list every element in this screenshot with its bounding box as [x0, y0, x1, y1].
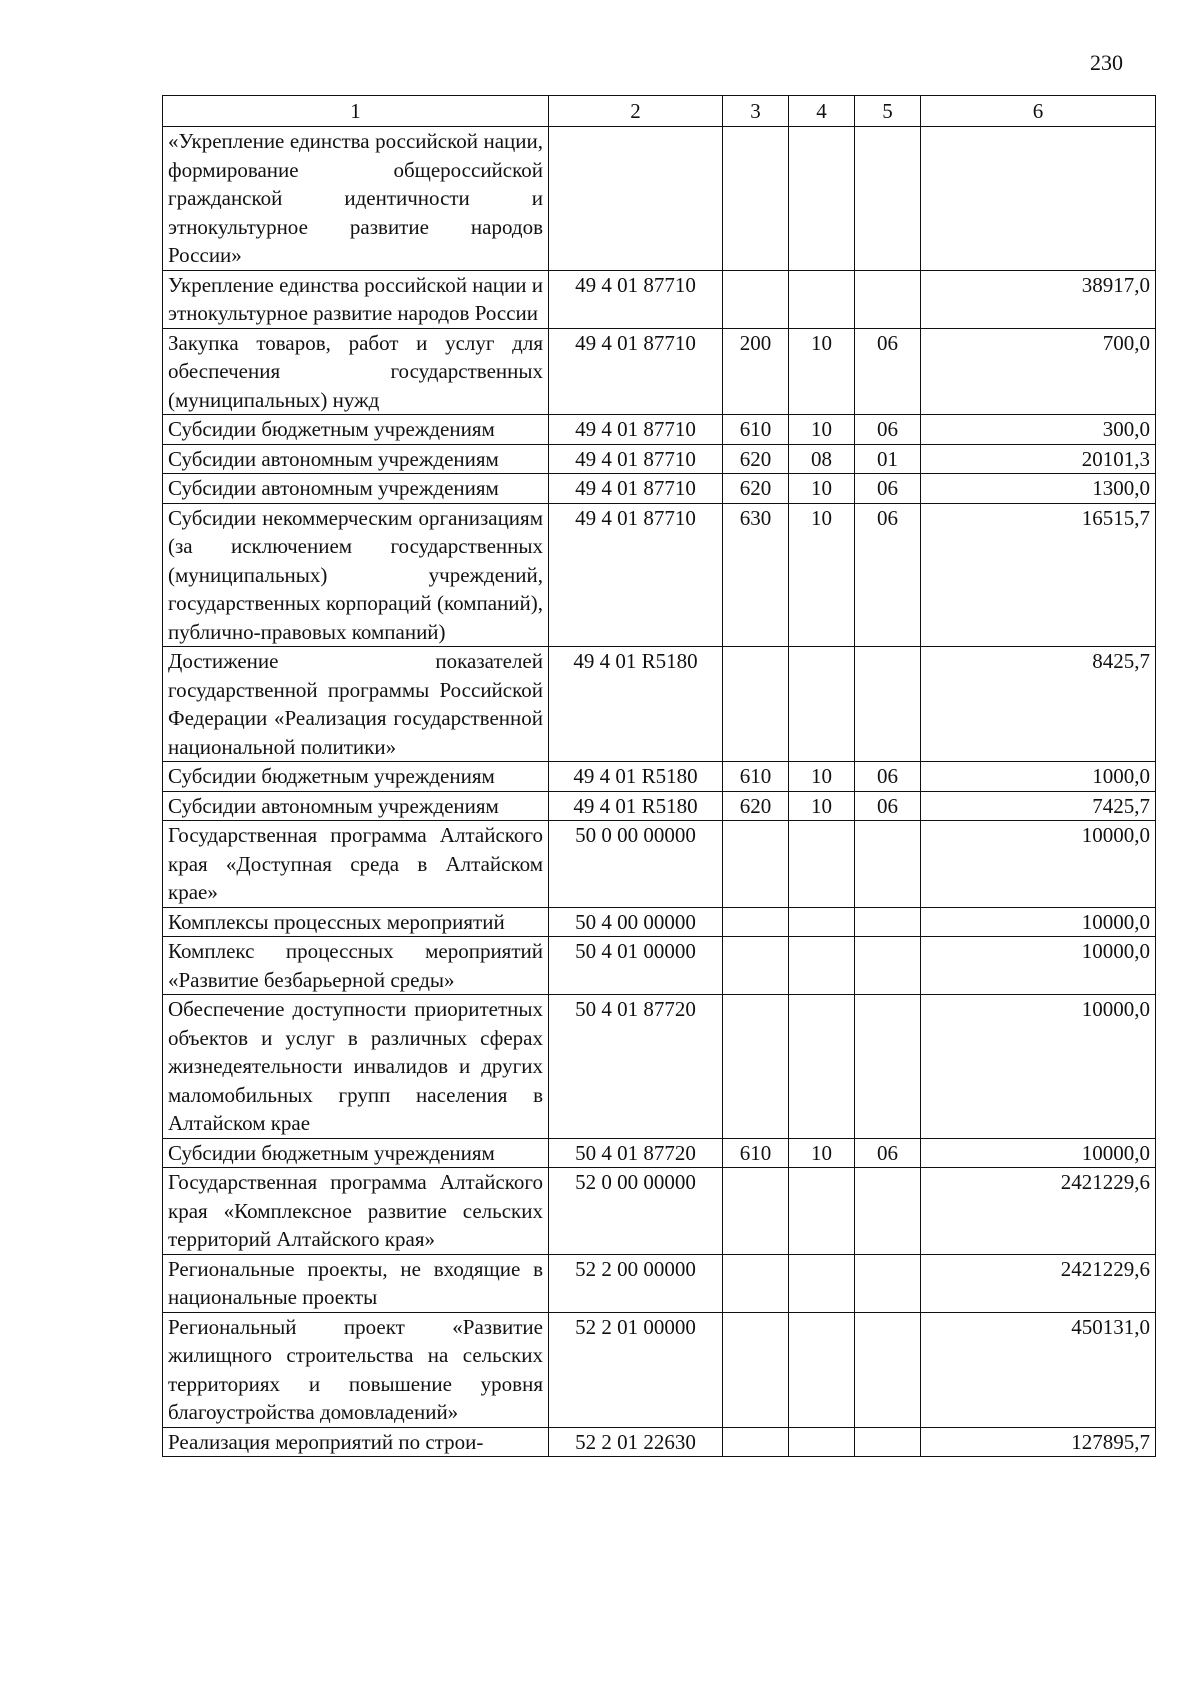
expense-type-cell [723, 995, 789, 1139]
amount-cell: 10000,0 [921, 937, 1156, 995]
amount-cell: 7425,7 [921, 791, 1156, 821]
table-row [163, 762, 1156, 792]
row-name-cell: Достижение показателей государственной программы Российской Федерации «Реализация государственной национальной политики» [163, 647, 549, 762]
column-header: 2 [549, 96, 723, 127]
amount-cell: 10000,0 [921, 1138, 1156, 1168]
expense-type-cell: 620 [723, 444, 789, 474]
amount-cell: 1300,0 [921, 474, 1156, 504]
table-header-row [163, 96, 1156, 127]
expense-type-cell [723, 127, 789, 271]
amount-cell: 10000,0 [921, 995, 1156, 1139]
subsection-cell: 06 [855, 328, 921, 415]
table-row [163, 995, 1156, 1139]
row-name-cell: Реализация мероприятий по строи- [163, 1427, 549, 1457]
row-name-cell: «Укрепление единства российской нации, формирование общероссийской гражданской идентичности и этнокультурное развитие народов России» [163, 127, 549, 271]
section-cell [789, 127, 855, 271]
column-header: 6 [921, 96, 1156, 127]
target-article-cell: 49 4 01 87710 [549, 503, 723, 647]
row-name-cell: Государственная программа Алтайского края «Доступная среда в Алтайском крае» [163, 821, 549, 908]
amount-cell: 127895,7 [921, 1427, 1156, 1457]
expense-type-cell: 200 [723, 328, 789, 415]
row-name-cell: Субсидии некоммерческим организациям (за исключением государственных (муниципальных) учреждений, государственных корпораций (компаний), публично-правовых компаний) [163, 503, 549, 647]
section-cell [789, 937, 855, 995]
table-row [163, 907, 1156, 937]
target-article-cell: 50 4 00 00000 [549, 907, 723, 937]
section-cell [789, 995, 855, 1139]
expense-type-cell: 610 [723, 762, 789, 792]
section-cell: 10 [789, 791, 855, 821]
subsection-cell [855, 1168, 921, 1255]
expense-type-cell [723, 1168, 789, 1255]
row-name-cell: Укрепление единства российской нации и этнокультурное развитие народов России [163, 270, 549, 328]
row-name-cell: Региональный проект «Развитие жилищного строительства на сельских территориях и повышение уровня благоустройства домовладений» [163, 1312, 549, 1427]
expense-type-cell: 630 [723, 503, 789, 647]
amount-cell: 2421229,6 [921, 1254, 1156, 1312]
column-header: 3 [723, 96, 789, 127]
table-row [163, 1427, 1156, 1457]
subsection-cell [855, 127, 921, 271]
amount-cell: 450131,0 [921, 1312, 1156, 1427]
row-name-cell: Субсидии автономным учреждениям [163, 474, 549, 504]
expense-type-cell [723, 647, 789, 762]
row-name-cell: Субсидии автономным учреждениям [163, 791, 549, 821]
table-row [163, 415, 1156, 445]
target-article-cell: 50 4 01 87720 [549, 995, 723, 1139]
subsection-cell: 01 [855, 444, 921, 474]
subsection-cell: 06 [855, 762, 921, 792]
target-article-cell: 49 4 01 R5180 [549, 647, 723, 762]
row-name-cell: Субсидии автономным учреждениям [163, 444, 549, 474]
column-header: 4 [789, 96, 855, 127]
target-article-cell: 49 4 01 87710 [549, 474, 723, 504]
subsection-cell [855, 1427, 921, 1457]
row-name-cell: Комплекс процессных мероприятий «Развитие безбарьерной среды» [163, 937, 549, 995]
target-article-cell: 49 4 01 87710 [549, 328, 723, 415]
section-cell [789, 907, 855, 937]
target-article-cell: 52 2 00 00000 [549, 1254, 723, 1312]
amount-cell: 2421229,6 [921, 1168, 1156, 1255]
subsection-cell: 06 [855, 415, 921, 445]
budget-table [162, 95, 1156, 1457]
amount-cell: 700,0 [921, 328, 1156, 415]
expense-type-cell: 610 [723, 1138, 789, 1168]
row-name-cell: Субсидии бюджетным учреждениям [163, 762, 549, 792]
expense-type-cell [723, 937, 789, 995]
table-row [163, 647, 1156, 762]
target-article-cell: 49 4 01 87710 [549, 415, 723, 445]
target-article-cell: 52 2 01 00000 [549, 1312, 723, 1427]
amount-cell: 10000,0 [921, 907, 1156, 937]
table-row [163, 791, 1156, 821]
subsection-cell: 06 [855, 503, 921, 647]
subsection-cell: 06 [855, 474, 921, 504]
row-name-cell: Государственная программа Алтайского края «Комплексное развитие сельских территорий Алтайского края» [163, 1168, 549, 1255]
expense-type-cell [723, 270, 789, 328]
table-row [163, 1312, 1156, 1427]
section-cell: 10 [789, 328, 855, 415]
table-row [163, 937, 1156, 995]
target-article-cell: 49 4 01 R5180 [549, 762, 723, 792]
expense-type-cell: 620 [723, 474, 789, 504]
subsection-cell: 06 [855, 791, 921, 821]
section-cell: 10 [789, 762, 855, 792]
row-name-cell: Региональные проекты, не входящие в национальные проекты [163, 1254, 549, 1312]
section-cell [789, 270, 855, 328]
target-article-cell: 49 4 01 87710 [549, 444, 723, 474]
table-row [163, 1138, 1156, 1168]
row-name-cell: Субсидии бюджетным учреждениям [163, 1138, 549, 1168]
table-row [163, 127, 1156, 271]
section-cell [789, 821, 855, 908]
column-header: 1 [163, 96, 549, 127]
expense-type-cell: 610 [723, 415, 789, 445]
amount-cell: 1000,0 [921, 762, 1156, 792]
subsection-cell [855, 647, 921, 762]
section-cell [789, 1168, 855, 1255]
expense-type-cell [723, 1427, 789, 1457]
table-row [163, 474, 1156, 504]
subsection-cell [855, 1254, 921, 1312]
section-cell [789, 647, 855, 762]
table-body [163, 127, 1156, 1457]
table-row [163, 821, 1156, 908]
subsection-cell [855, 907, 921, 937]
target-article-cell: 52 2 01 22630 [549, 1427, 723, 1457]
column-header: 5 [855, 96, 921, 127]
subsection-cell [855, 1312, 921, 1427]
subsection-cell [855, 937, 921, 995]
section-cell: 08 [789, 444, 855, 474]
expense-type-cell [723, 821, 789, 908]
table-row [163, 1168, 1156, 1255]
expense-type-cell: 620 [723, 791, 789, 821]
expense-type-cell [723, 907, 789, 937]
amount-cell: 300,0 [921, 415, 1156, 445]
section-cell [789, 1312, 855, 1427]
amount-cell: 16515,7 [921, 503, 1156, 647]
target-article-cell: 50 4 01 00000 [549, 937, 723, 995]
page-number: 230 [1090, 50, 1123, 75]
subsection-cell [855, 270, 921, 328]
table-row [163, 503, 1156, 647]
table-row [163, 328, 1156, 415]
subsection-cell [855, 995, 921, 1139]
subsection-cell: 06 [855, 1138, 921, 1168]
target-article-cell: 50 0 00 00000 [549, 821, 723, 908]
expense-type-cell [723, 1254, 789, 1312]
target-article-cell [549, 127, 723, 271]
section-cell: 10 [789, 503, 855, 647]
table-row [163, 270, 1156, 328]
target-article-cell: 49 4 01 R5180 [549, 791, 723, 821]
target-article-cell: 50 4 01 87720 [549, 1138, 723, 1168]
row-name-cell: Обеспечение доступности приоритетных объектов и услуг в различных сферах жизнедеятельности инвалидов и других маломобильных групп населения в Алтайском крае [163, 995, 549, 1139]
section-cell [789, 1254, 855, 1312]
section-cell: 10 [789, 474, 855, 504]
subsection-cell [855, 821, 921, 908]
table-row [163, 444, 1156, 474]
section-cell: 10 [789, 1138, 855, 1168]
amount-cell: 38917,0 [921, 270, 1156, 328]
amount-cell [921, 127, 1156, 271]
row-name-cell: Субсидии бюджетным учреждениям [163, 415, 549, 445]
row-name-cell: Закупка товаров, работ и услуг для обеспечения государственных (муниципальных) нужд [163, 328, 549, 415]
section-cell: 10 [789, 415, 855, 445]
row-name-cell: Комплексы процессных мероприятий [163, 907, 549, 937]
amount-cell: 8425,7 [921, 647, 1156, 762]
target-article-cell: 49 4 01 87710 [549, 270, 723, 328]
amount-cell: 20101,3 [921, 444, 1156, 474]
expense-type-cell [723, 1312, 789, 1427]
section-cell [789, 1427, 855, 1457]
target-article-cell: 52 0 00 00000 [549, 1168, 723, 1255]
table-row [163, 1254, 1156, 1312]
amount-cell: 10000,0 [921, 821, 1156, 908]
